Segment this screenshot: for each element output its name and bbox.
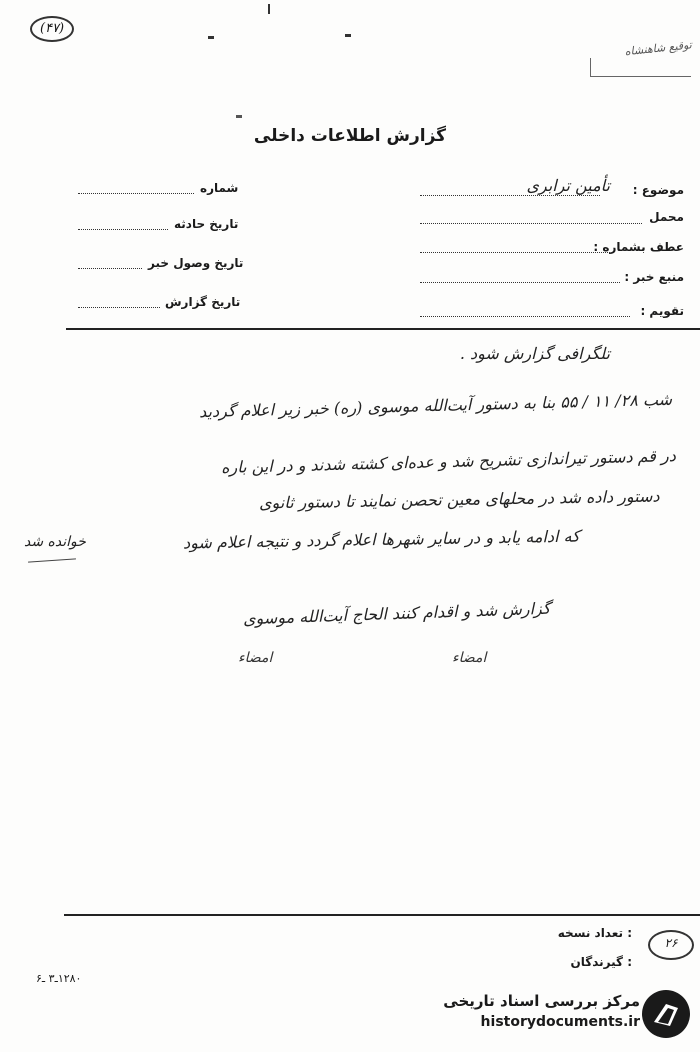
stamp-mark: ۲۶ (648, 930, 694, 960)
field-label-incident-date: تاریخ حادثه (174, 217, 239, 231)
corner-bracket (590, 58, 691, 77)
body-line: دستور داده شد در محلهای معین تحصن نمایند تا دستور ثانوی (259, 486, 661, 513)
body-line: تلگرافی گزارش شود . (459, 344, 610, 363)
page-number-mark: (۴۷) (30, 16, 74, 42)
watermark-url: historydocuments.ir (480, 1014, 640, 1030)
dot-mark (345, 34, 351, 37)
signature: امضاء (238, 650, 273, 666)
field-line (420, 315, 630, 317)
body-line: که ادامه یابد و در سایر شهرها اعلام گردد و نتیجه اعلام شود (183, 526, 581, 553)
signature: امضاء (452, 650, 487, 666)
field-line (78, 306, 160, 308)
field-line (78, 192, 194, 194)
field-label-source: منبع خبر : (624, 270, 684, 284)
form-number: ۱۲۸۰ـ۳ ـ۶ (36, 972, 82, 985)
margin-note-underline (28, 558, 76, 562)
field-label-receipt-date: تاریخ وصول خبر (148, 256, 244, 270)
footer-divider (64, 914, 700, 916)
field-line (420, 222, 642, 224)
tick-mark (268, 4, 270, 14)
document-title: گزارش اطلاعات داخلی (253, 126, 447, 146)
margin-note: خوانده شد (24, 534, 86, 550)
field-line (78, 267, 142, 269)
field-line (420, 194, 600, 196)
field-line (78, 228, 168, 230)
dot-mark (236, 115, 242, 118)
body-line: گزارش شد و اقدام کنند الحاج آیت‌الله موسوی (242, 598, 551, 629)
field-label-calendar: تقویم : (640, 304, 684, 318)
field-label-reference: عطف بشماره : (593, 240, 684, 254)
body-line: شب ۲۸/ ۱۱ / ۵۵ بنا به دستور آیت‌الله موسوی (ره) خبر زیر اعلام گردید (198, 389, 673, 422)
dot-mark (208, 36, 214, 39)
field-label-location: محمل (649, 210, 684, 224)
watermark-org-name: مرکز بررسی اسناد تاریخی (443, 992, 640, 1010)
field-value-subject: تأمین ترابری (526, 176, 610, 195)
body-line: در قم دستور تیراندازی تشریح شد و عده‌ای کشته شدند و در این باره (220, 446, 677, 477)
field-line (420, 281, 620, 283)
book-logo-icon (640, 988, 692, 1040)
field-label-report-date: تاریخ گزارش (165, 295, 241, 309)
header-divider (66, 328, 700, 330)
recipients-label: : گیرندگان (570, 955, 632, 969)
field-label-number: شماره (200, 181, 239, 195)
copies-label: : تعداد نسخه (557, 926, 632, 940)
corner-annotation: توقیع شاهنشاه (624, 38, 693, 59)
watermark (440, 992, 640, 1036)
field-label-subject: موضوع : (632, 183, 684, 197)
field-line (420, 251, 612, 253)
